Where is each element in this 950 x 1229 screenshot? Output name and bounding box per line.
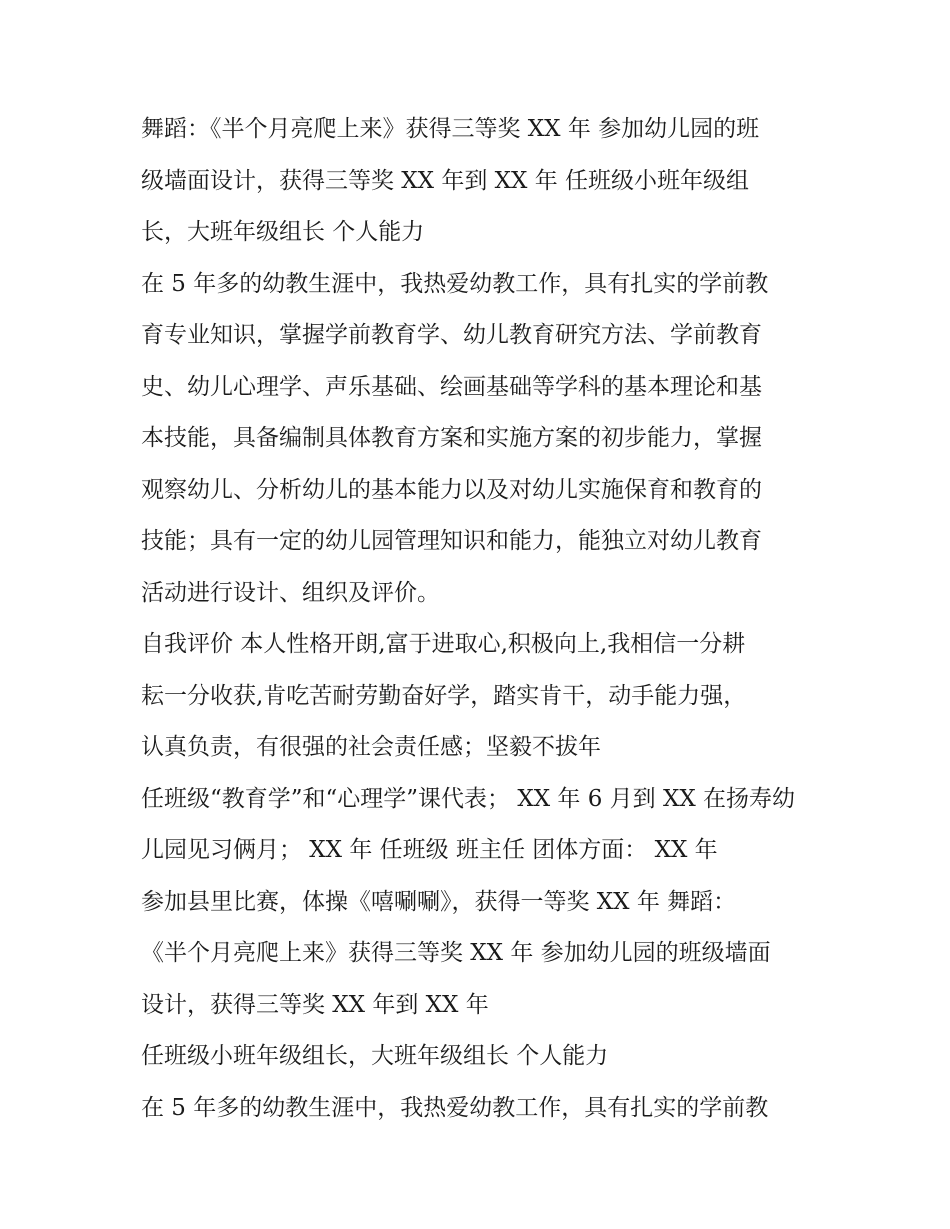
text-line: 活动进行设计、组织及评价。: [141, 579, 440, 606]
text-line: 级墙面设计，获得三等奖 XX 年到 XX 年 任班级小班年级组: [141, 167, 750, 194]
text-line: 自我评价 本人性格开朗,富于进取心,积极向上,我相信一分耕: [141, 631, 746, 657]
text-line: 《半个月亮爬上来》获得三等奖 XX 年 参加幼儿园的班级墙面: [141, 940, 771, 966]
text-line: 在 5 年多的幼教生涯中，我热爱幼教工作，具有扎实的学前教: [141, 270, 769, 297]
text-line: 本技能，具备编制具体教育方案和实施方案的初步能力，掌握: [141, 425, 762, 451]
text-line: 舞蹈：《半个月亮爬上来》获得三等奖 XX 年 参加幼儿园的班: [141, 116, 760, 142]
text-line: 史、幼儿心理学、声乐基础、绘画基础等学科的基本理论和基: [141, 373, 762, 400]
document-body: [141, 104, 821, 1134]
text-line: 长，大班年级组长 个人能力: [141, 219, 425, 245]
text-line: 认真负责，有很强的社会责任感；坚毅不拔年: [141, 734, 601, 760]
text-line: 技能；具有一定的幼儿园管理知识和能力，能独立对幼儿教育: [141, 528, 762, 554]
text-line: 任班级“教育学”和“心理学”课代表； XX 年 6 月到 XX 在扬寿幼: [141, 785, 796, 812]
text-line: 设计，获得三等奖 XX 年到 XX 年: [141, 991, 489, 1018]
text-line: 任班级小班年级组长，大班年级组长 个人能力: [141, 1043, 609, 1069]
text-line: 在 5 年多的幼教生涯中，我热爱幼教工作，具有扎实的学前教: [141, 1094, 769, 1121]
text-line: 观察幼儿、分析幼儿的基本能力以及对幼儿实施保育和教育的: [141, 476, 762, 503]
text-line: 耘一分收获,肯吃苦耐劳勤奋好学，踏实肯干，动手能力强，: [141, 682, 747, 709]
text-line: 儿园见习俩月； XX 年 任班级 班主任 团体方面： XX 年: [141, 837, 718, 863]
text-line: 参加县里比赛，体操《嘻唰唰》，获得一等奖 XX 年 舞蹈：: [141, 888, 737, 915]
text-line: 育专业知识，掌握学前教育学、幼儿教育研究方法、学前教育: [141, 322, 762, 348]
